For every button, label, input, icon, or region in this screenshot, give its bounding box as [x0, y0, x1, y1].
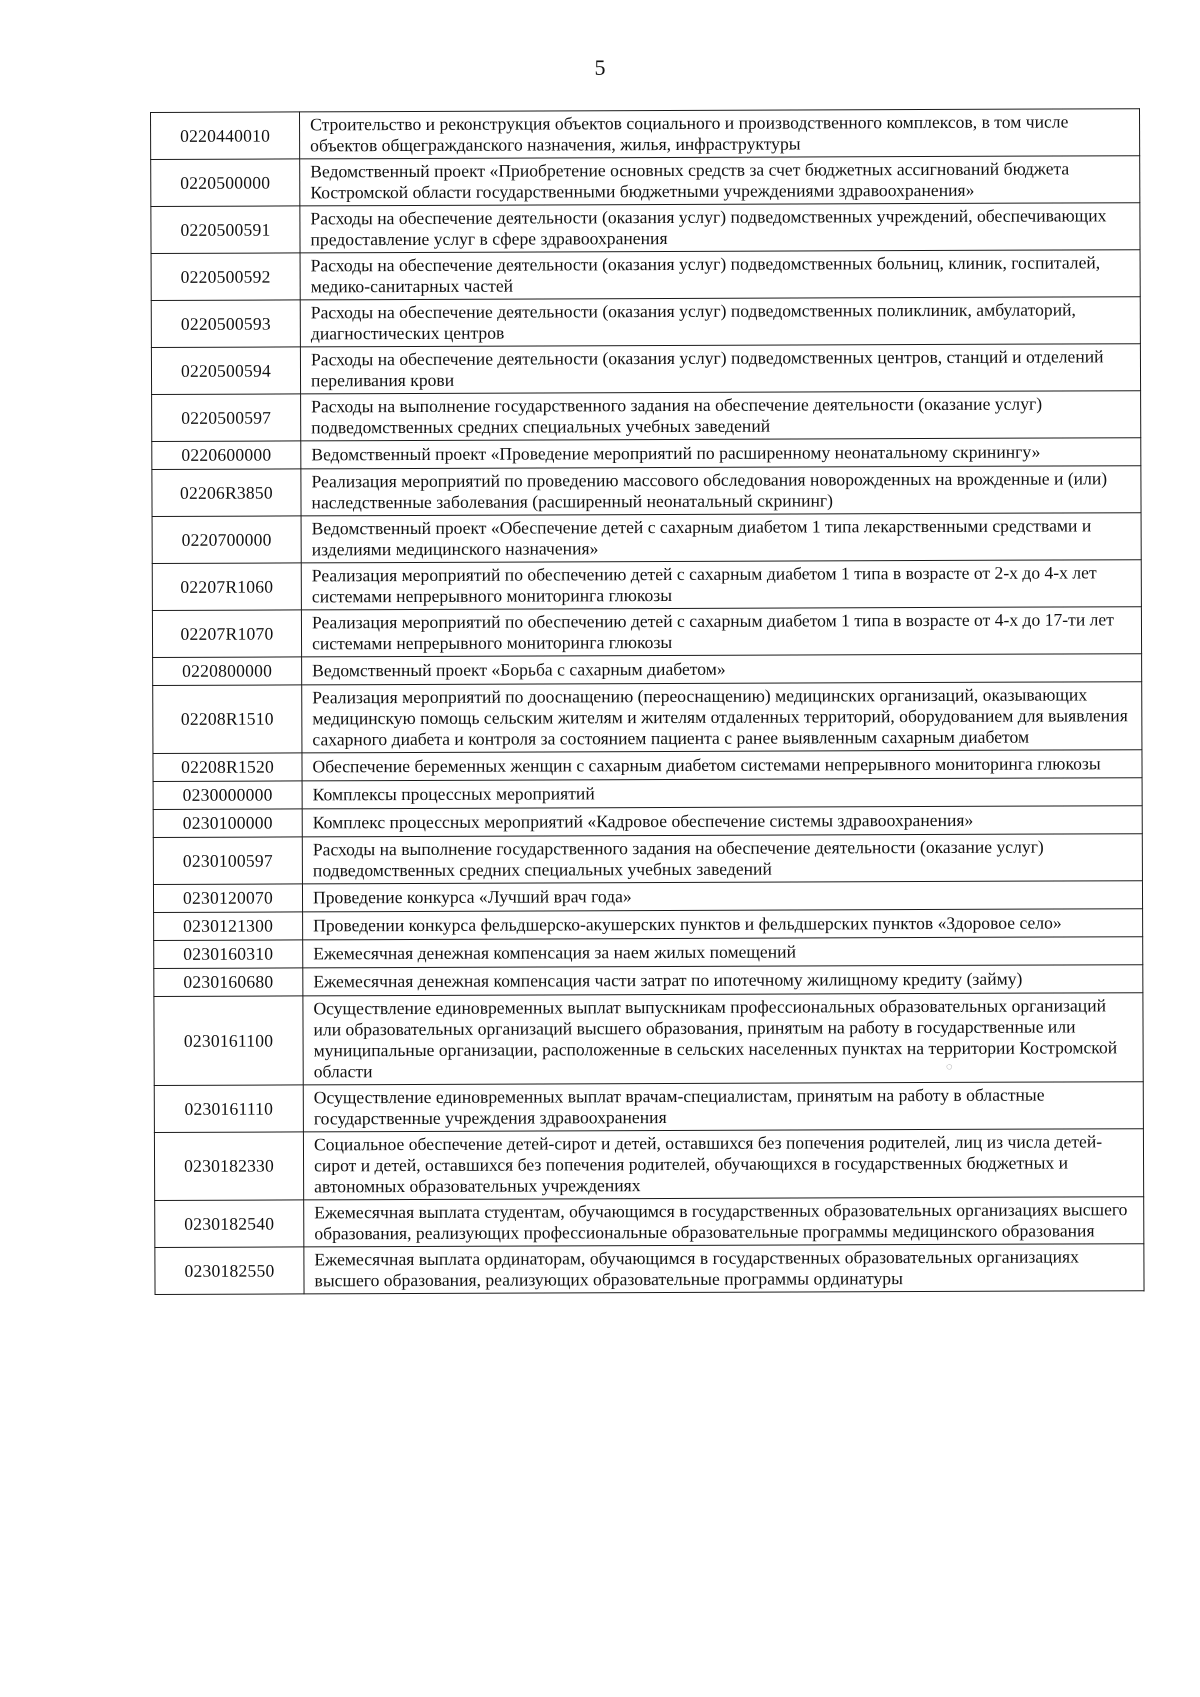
table-row	[151, 109, 1140, 160]
table-row	[151, 297, 1140, 348]
table-row	[154, 1082, 1143, 1133]
row-code-cell: 0230100597	[153, 837, 302, 885]
table-row	[155, 1197, 1144, 1248]
row-description-cell: Осуществление единовременных выплат врачам-специалистам, принятым на работу в областные государственные учреждения здравоохранения	[303, 1082, 1143, 1132]
row-description-cell: Социальное обеспечение детей-сирот и детей, оставшихся без попечения родителей, лиц из числа детей-сирот и детей, оставшихся без попечения родителей, обучающихся в государственных бюджетных и автономных образовательных учреждениях	[303, 1129, 1143, 1200]
scan-artifact-mark: ◌	[946, 1061, 953, 1073]
row-description-cell: Комплексы процессных мероприятий	[302, 778, 1142, 809]
table-row	[153, 654, 1142, 686]
table-row	[153, 682, 1142, 754]
row-description-cell: Реализация мероприятий по проведению массового обследования новорожденных на врожденные и (или) наследственные заболевания (расширенный неонатальный скрининг)	[301, 466, 1141, 516]
row-code-cell: 0230161110	[154, 1085, 303, 1133]
row-code-cell: 0230182550	[155, 1247, 304, 1295]
row-description-cell: Ежемесячная выплата ординаторам, обучающимся в государственных образовательных организациях высшего образования, реализующих образовательные программы ординатуры	[304, 1244, 1144, 1294]
row-code-cell: 02208R1510	[153, 685, 302, 754]
table-row	[152, 466, 1141, 517]
table-row	[153, 881, 1142, 913]
row-description-cell: Комплекс процессных мероприятий «Кадровое обеспечение системы здравоохранения»	[302, 806, 1142, 837]
table-row	[152, 607, 1141, 658]
row-description-cell: Расходы на выполнение государственного задания на обеспечение деятельности (оказание услуг) подведомственных средних специальных учебных заведений	[301, 391, 1141, 441]
table-row	[153, 834, 1142, 885]
table-row	[154, 909, 1143, 941]
row-description-cell: Расходы на обеспечение деятельности (оказания услуг) подведомственных поликлиник, амбулаторий, диагностических центров	[300, 297, 1140, 347]
row-code-cell: 0220500000	[151, 159, 300, 207]
row-code-cell: 0220500592	[151, 253, 300, 301]
row-code-cell: 0230100000	[153, 809, 302, 838]
row-code-cell: 02208R1520	[153, 753, 302, 782]
row-code-cell: 02206R3850	[152, 469, 301, 517]
table-row	[151, 203, 1140, 254]
row-description-cell: Ведомственный проект «Борьба с сахарным диабетом»	[302, 654, 1142, 685]
row-code-cell: 0220500597	[152, 394, 301, 442]
table-row	[152, 560, 1141, 611]
row-code-cell: 0220500591	[151, 206, 300, 254]
table-row	[152, 391, 1141, 442]
page-number: 5	[594, 55, 606, 80]
row-code-cell: 02207R1060	[152, 563, 301, 611]
table-row	[154, 937, 1143, 969]
table-row	[153, 806, 1142, 838]
table-row	[151, 344, 1140, 395]
table-row	[155, 1244, 1144, 1295]
row-code-cell: 0220440010	[151, 112, 300, 160]
row-code-cell: 0230182540	[155, 1200, 304, 1248]
row-description-cell: Обеспечение беременных женщин с сахарным диабетом системами непрерывного мониторинга глюкозы	[302, 750, 1142, 781]
row-code-cell: 0220500594	[151, 347, 300, 395]
row-code-cell: 0220700000	[152, 516, 301, 564]
row-code-cell: 0230160310	[154, 940, 303, 969]
row-description-cell: Расходы на обеспечение деятельности (оказания услуг) подведомственных больниц, клиник, госпиталей, медико-санитарных частей	[300, 250, 1140, 300]
row-description-cell: Ведомственный проект «Приобретение основных средств за счет бюджетных ассигнований бюджета Костромской области государственными бюджетными учреждениями здравоохранения»	[300, 156, 1140, 206]
row-description-cell: Расходы на обеспечение деятельности (оказания услуг) подведомственных центров, станций и отделений переливания крови	[300, 344, 1140, 394]
table-row	[154, 1129, 1143, 1201]
table-body	[151, 109, 1145, 1295]
budget-classification-table	[150, 108, 1145, 1295]
row-description-cell: Реализация мероприятий по обеспечению детей с сахарным диабетом 1 типа в возрасте от 4-х до 17-ти лет системами непрерывного мониторинга глюкозы	[301, 607, 1141, 657]
table-row	[154, 965, 1143, 997]
row-description-cell: Строительство и реконструкция объектов социального и производственного комплексов, в том числе объектов общегражданского назначения, жилья, инфраструктуры	[300, 109, 1140, 159]
table-row	[153, 750, 1142, 782]
table-row	[152, 513, 1141, 564]
row-description-cell: Проведении конкурса фельдшерско-акушерских пунктов и фельдшерских пунктов «Здоровое село»	[303, 909, 1143, 940]
row-description-cell: Реализация мероприятий по обеспечению детей с сахарным диабетом 1 типа в возрасте от 2-х до 4-х лет системами непрерывного мониторинга глюкозы	[301, 560, 1141, 610]
row-description-cell: Ежемесячная денежная компенсация за наем жилых помещений	[303, 937, 1143, 968]
table-row	[151, 156, 1140, 207]
table-row	[153, 778, 1142, 810]
row-description-cell: Проведение конкурса «Лучший врач года»	[302, 881, 1142, 912]
row-description-cell: Ведомственный проект «Обеспечение детей с сахарным диабетом 1 типа лекарственными средствами и изделиями медицинского назначения»	[301, 513, 1141, 563]
row-description-cell: Ежемесячная денежная компенсация части затрат по ипотечному жилищному кредиту (займу)	[303, 965, 1143, 996]
row-description-cell: Реализация мероприятий по дооснащению (переоснащению) медицинских организаций, оказывающих медицинскую помощь сельским жителям и жителям отдаленных территорий, оборудованием для выявления сахарного диабета и контроля за состоянием пациента с ранее выявленным сахарным диабетом	[302, 682, 1142, 753]
row-description-cell: Ведомственный проект «Проведение мероприятий по расширенному неонатальному скринингу»	[301, 438, 1141, 469]
row-description-cell: Расходы на обеспечение деятельности (оказания услуг) подведомственных учреждений, обеспечивающих предоставление услуг в сфере здравоохранения	[300, 203, 1140, 253]
table-row	[151, 250, 1140, 301]
row-description-cell: Осуществление единовременных выплат выпускникам профессиональных образовательных организаций или образовательных организаций высшего образования, принятым на работу в государственные или муниципальные организации, расположенные в сельских населенных пунктах на территории Костромской области	[303, 993, 1143, 1085]
table-row	[154, 993, 1143, 1086]
row-code-cell: 0230121300	[154, 912, 303, 941]
row-code-cell: 0230160680	[154, 968, 303, 997]
table-row	[152, 438, 1141, 470]
row-code-cell: 02207R1070	[152, 610, 301, 658]
row-code-cell: 0230000000	[153, 781, 302, 810]
row-code-cell: 0220600000	[152, 441, 301, 470]
row-code-cell: 0230161100	[154, 996, 303, 1086]
row-code-cell: 0230120070	[153, 884, 302, 913]
row-description-cell: Ежемесячная выплата студентам, обучающимся в государственных образовательных организациях высшего образования, реализующих профессиональные образовательные программы медицинского образования	[304, 1197, 1144, 1247]
row-code-cell: 0220500593	[151, 300, 300, 348]
row-description-cell: Расходы на выполнение государственного задания на обеспечение деятельности (оказание услуг) подведомственных средних специальных учебных заведений	[302, 834, 1142, 884]
row-code-cell: 0230182330	[154, 1132, 303, 1201]
row-code-cell: 0220800000	[153, 657, 302, 686]
